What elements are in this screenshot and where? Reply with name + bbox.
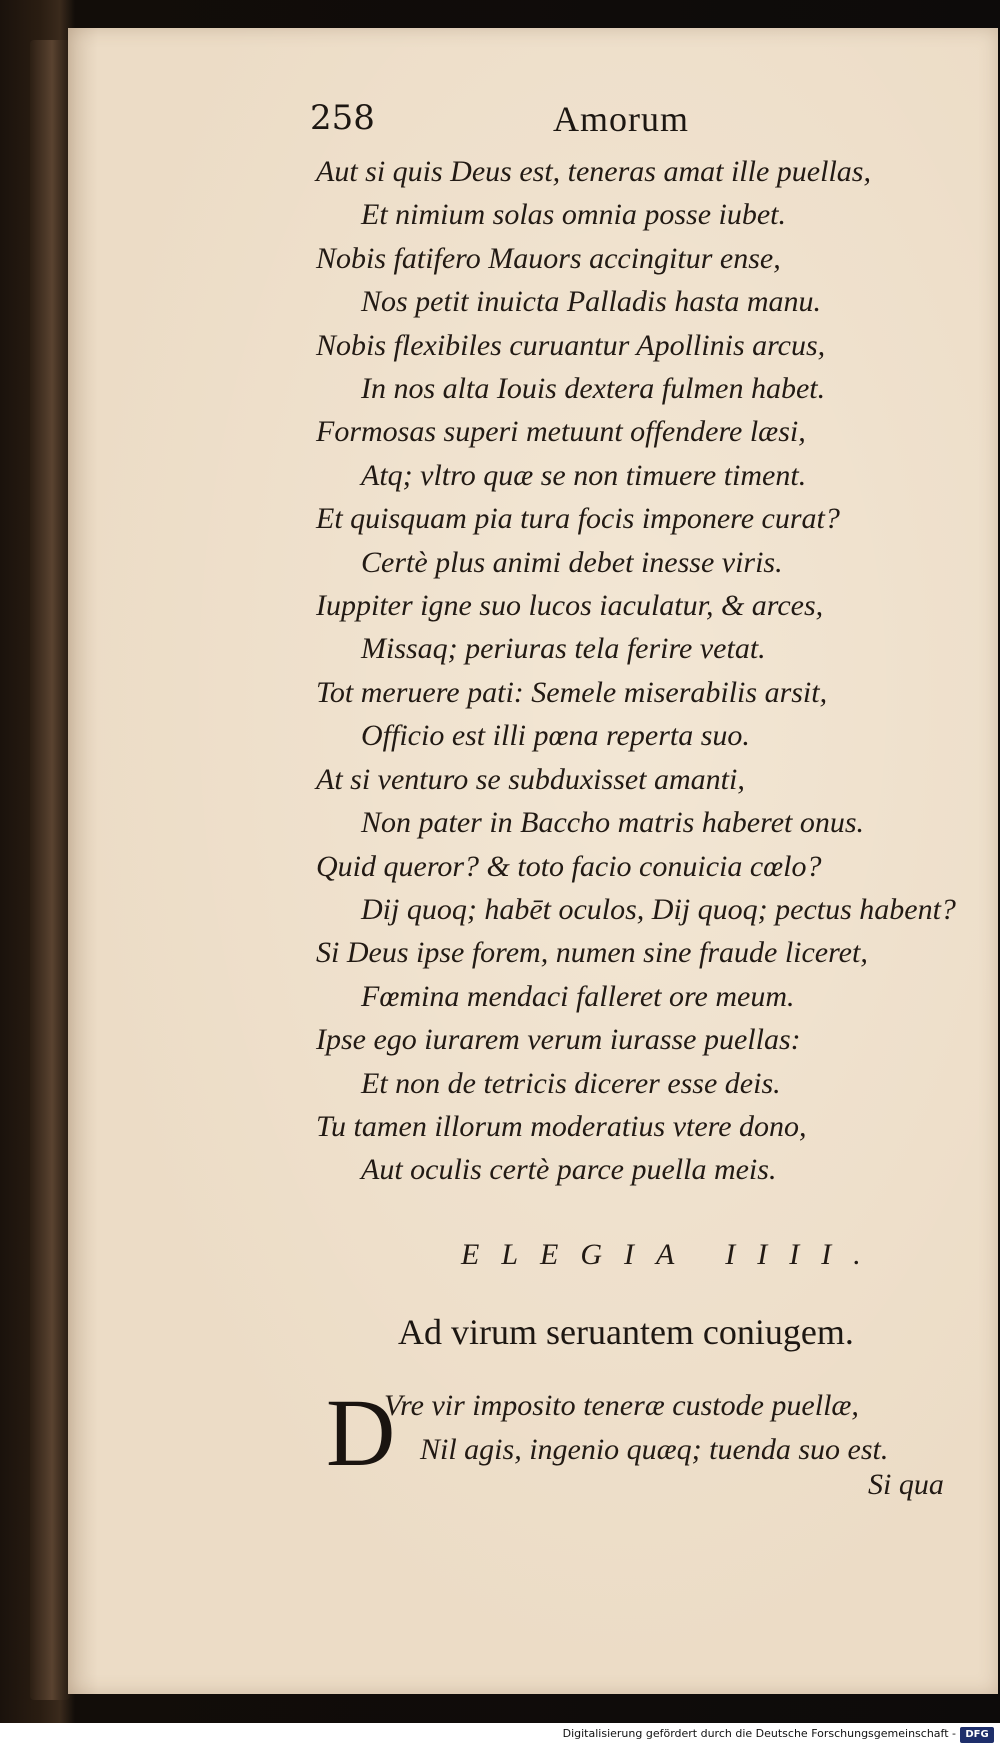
verse-line: Tot meruere pati: Semele miserabilis arsit,	[316, 675, 828, 709]
catchword: Si qua	[868, 1468, 944, 1501]
verse-line: Dij quoq; habēt oculos, Dij quoq; pectus habent?	[361, 892, 956, 926]
verse-line: Fœmina mendaci falleret ore meum.	[361, 979, 795, 1013]
verse-line: Aut si quis Deus est, teneras amat ille puellas,	[316, 155, 871, 188]
verse-line: Et non de tetricis dicerer esse deis.	[361, 1066, 781, 1100]
poem2-line: Vre vir imposito teneræ custode puellæ,	[384, 1389, 859, 1422]
verse-line: Et nimium solas omnia posse iubet.	[361, 198, 786, 232]
verse-line: Officio est illi pœna reperta suo.	[361, 719, 750, 753]
elegia-subtitle: Ad virum seruantem coniugem.	[398, 1312, 854, 1352]
verse-line: Formosas superi metuunt offendere læsi,	[316, 415, 806, 449]
verse-line: Nos petit inuicta Palladis hasta manu.	[361, 285, 822, 319]
verse-line: Tu tamen illorum moderatius vtere dono,	[316, 1109, 807, 1143]
verse-line: Et quisquam pia tura focis imponere curat?	[316, 502, 840, 536]
verse-line: Certè plus animi debet inesse viris.	[361, 545, 783, 579]
dfg-logo-icon: DFG	[960, 1727, 994, 1743]
page-number: 258	[310, 98, 375, 138]
verse-line: Quid queror? & toto facio conuicia cœlo?	[316, 849, 822, 883]
verse-line: In nos alta Iouis dextera fulmen habet.	[361, 372, 826, 406]
verse-block	[68, 150, 998, 1192]
footer-credit: Digitalisierung gefördert durch die Deutsche Forschungsgemeinschaft -	[562, 1727, 956, 1740]
verse-line: Non pater in Baccho matris haberet onus.	[361, 806, 865, 840]
verse-line: Iuppiter igne suo lucos iaculatur, & arces,	[316, 589, 824, 623]
poem2-block	[68, 1384, 998, 1472]
verse-line: Si Deus ipse forem, numen sine fraude liceret,	[316, 936, 868, 970]
verse-line: At si venturo se subduxisset amanti,	[316, 762, 745, 796]
drop-cap-initial: D	[326, 1379, 396, 1486]
book-page	[68, 28, 998, 1694]
verse-line: Nobis flexibiles curuantur Apollinis arcus,	[316, 328, 826, 362]
verse-line: Missaq; periuras tela ferire vetat.	[361, 632, 766, 666]
verse-line: Atq; vltro quæ se non timuere timent.	[361, 458, 807, 492]
verse-line: Aut oculis certè parce puella meis.	[361, 1153, 777, 1187]
page-header	[68, 98, 998, 158]
elegia-heading: ELEGIA IIII.	[461, 1238, 883, 1271]
book-spine	[30, 40, 70, 1700]
verse-line: Ipse ego iurarem verum iurasse puellas:	[316, 1023, 801, 1057]
poem2-line: Nil agis, ingenio quæq; tuenda suo est.	[420, 1433, 889, 1466]
digitization-footer	[0, 1723, 1000, 1747]
verse-line: Nobis fatifero Mauors accingitur ense,	[316, 241, 781, 275]
running-title: Amorum	[553, 99, 689, 139]
